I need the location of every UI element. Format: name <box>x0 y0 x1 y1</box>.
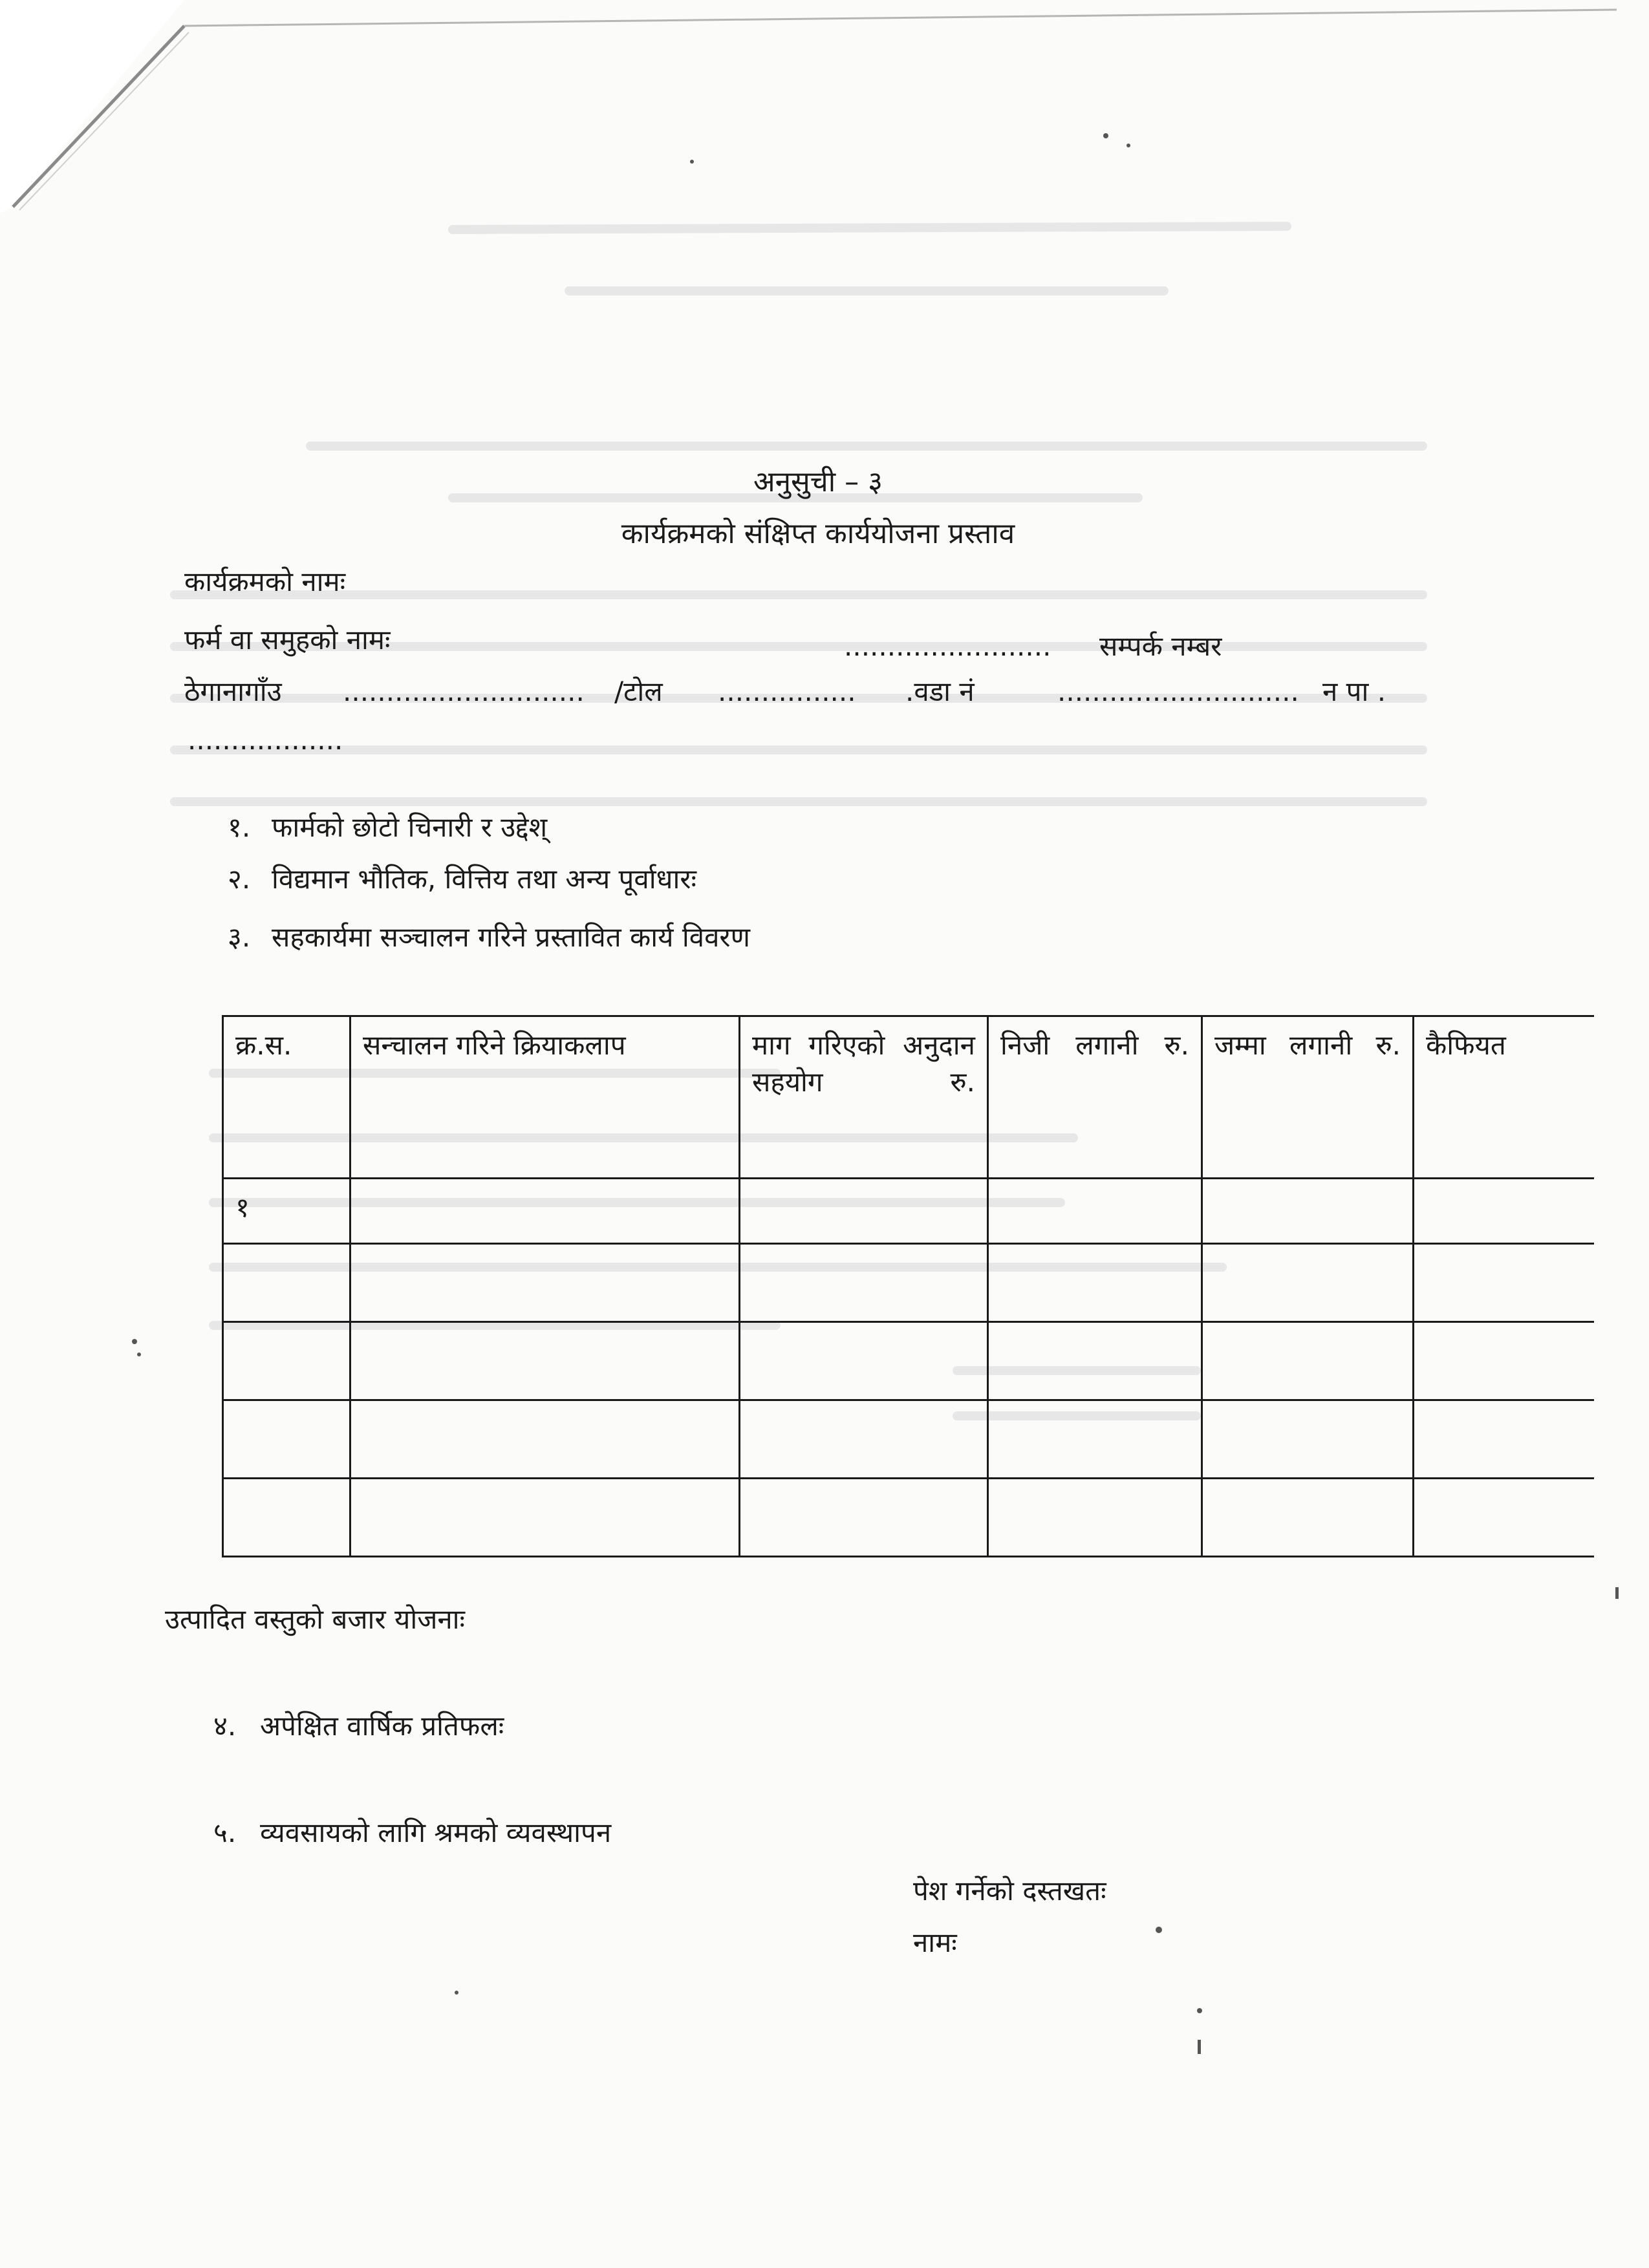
tole-dots: ................ <box>718 676 856 707</box>
table-cell[interactable] <box>1202 1479 1414 1557</box>
section-3-number: ३. <box>228 921 251 953</box>
table-cell[interactable] <box>1414 1244 1594 1322</box>
table-cell[interactable] <box>740 1400 988 1479</box>
table-cell[interactable] <box>350 1179 740 1244</box>
table-cell[interactable] <box>223 1400 350 1479</box>
ward-label: .वडा नं <box>905 676 975 707</box>
municipality-label: न पा . <box>1322 676 1386 707</box>
table-cell[interactable] <box>740 1179 988 1244</box>
section-3-text: सहकार्यमा सञ्चालन गरिने प्रस्तावित कार्य विवरण <box>272 921 750 953</box>
ward-dots: ............................ <box>1057 676 1299 707</box>
village-dots: ............................ <box>343 676 585 707</box>
table-row <box>223 1479 1594 1557</box>
table-row <box>223 1244 1594 1322</box>
table-cell[interactable] <box>988 1400 1202 1479</box>
section-4-number: ४. <box>213 1710 237 1742</box>
extra-address-dots: .................. <box>188 724 343 756</box>
table-row <box>223 1322 1594 1400</box>
activities-table <box>222 1015 1594 1557</box>
signature-label: पेश गर्नेको दस्तखतः <box>913 1875 1106 1907</box>
table-cell[interactable] <box>1202 1400 1414 1479</box>
header-total-investment: जम्मा लगानी रु. <box>1202 1016 1414 1179</box>
table-cell[interactable] <box>223 1322 350 1400</box>
table-cell[interactable] <box>350 1322 740 1400</box>
table-cell[interactable] <box>1202 1179 1414 1244</box>
form-title: कार्यक्रमको संक्षिप्त कार्ययोजना प्रस्ताव <box>621 517 1015 550</box>
table-cell[interactable] <box>350 1479 740 1557</box>
table-cell[interactable] <box>988 1244 1202 1322</box>
table-cell[interactable] <box>1414 1322 1594 1400</box>
table-cell[interactable] <box>988 1179 1202 1244</box>
header-private-investment: निजी लगानी रु. <box>988 1016 1202 1179</box>
header-activity: सन्चालन गरिने क्रियाकलाप <box>350 1016 740 1179</box>
table-cell[interactable] <box>1202 1322 1414 1400</box>
contact-number-dots: ........................ <box>844 630 1051 662</box>
table-cell[interactable] <box>223 1244 350 1322</box>
market-plan-label: उत्पादित वस्तुको बजार योजनाः <box>165 1603 466 1635</box>
table-cell[interactable] <box>988 1479 1202 1557</box>
table-row <box>223 1400 1594 1479</box>
program-name-label: कार्यक्रमको नामः <box>184 566 346 597</box>
table-cell[interactable] <box>1414 1400 1594 1479</box>
table-cell[interactable] <box>1414 1479 1594 1557</box>
signer-name-label: नामः <box>913 1927 957 1958</box>
header-remarks: कैफियत <box>1414 1016 1594 1179</box>
tole-label: /टोल <box>614 676 663 707</box>
table-row <box>223 1179 1594 1244</box>
section-2-number: २. <box>228 863 251 895</box>
paper-fold-edge <box>0 0 1649 259</box>
contact-number-label: सम्पर्क नम्बर <box>1099 630 1222 662</box>
table-cell[interactable] <box>350 1244 740 1322</box>
header-serial-number: क्र.स. <box>223 1016 350 1179</box>
address-village-label: ठेगानागाँउ <box>184 676 282 707</box>
table-cell[interactable] <box>1202 1244 1414 1322</box>
table-cell[interactable] <box>350 1400 740 1479</box>
table-header-row <box>223 1016 1594 1179</box>
table-cell[interactable] <box>740 1244 988 1322</box>
section-4-text: अपेक्षित वार्षिक प्रतिफलः <box>260 1710 504 1742</box>
section-1-number: १. <box>228 811 251 843</box>
section-5-number: ५. <box>213 1817 237 1848</box>
table-cell[interactable] <box>740 1479 988 1557</box>
table-cell[interactable]: १ <box>223 1179 350 1244</box>
schedule-heading: अनुसुची – ३ <box>753 465 883 498</box>
table-cell[interactable] <box>988 1322 1202 1400</box>
section-1-text: फार्मको छोटो चिनारी र उद्देश् <box>272 811 548 843</box>
header-grant-requested: माग गरिएको अनुदान सहयोग रु. <box>740 1016 988 1179</box>
table-cell[interactable] <box>740 1322 988 1400</box>
table-cell[interactable] <box>1414 1179 1594 1244</box>
section-2-text: विद्यमान भौतिक, वित्तिय तथा अन्य पूर्वाधारः <box>272 863 697 895</box>
section-5-text: व्यवसायको लागि श्रमको व्यवस्थापन <box>260 1817 612 1848</box>
firm-name-label: फर्म वा समुहको नामः <box>184 624 391 656</box>
table-cell[interactable] <box>223 1479 350 1557</box>
